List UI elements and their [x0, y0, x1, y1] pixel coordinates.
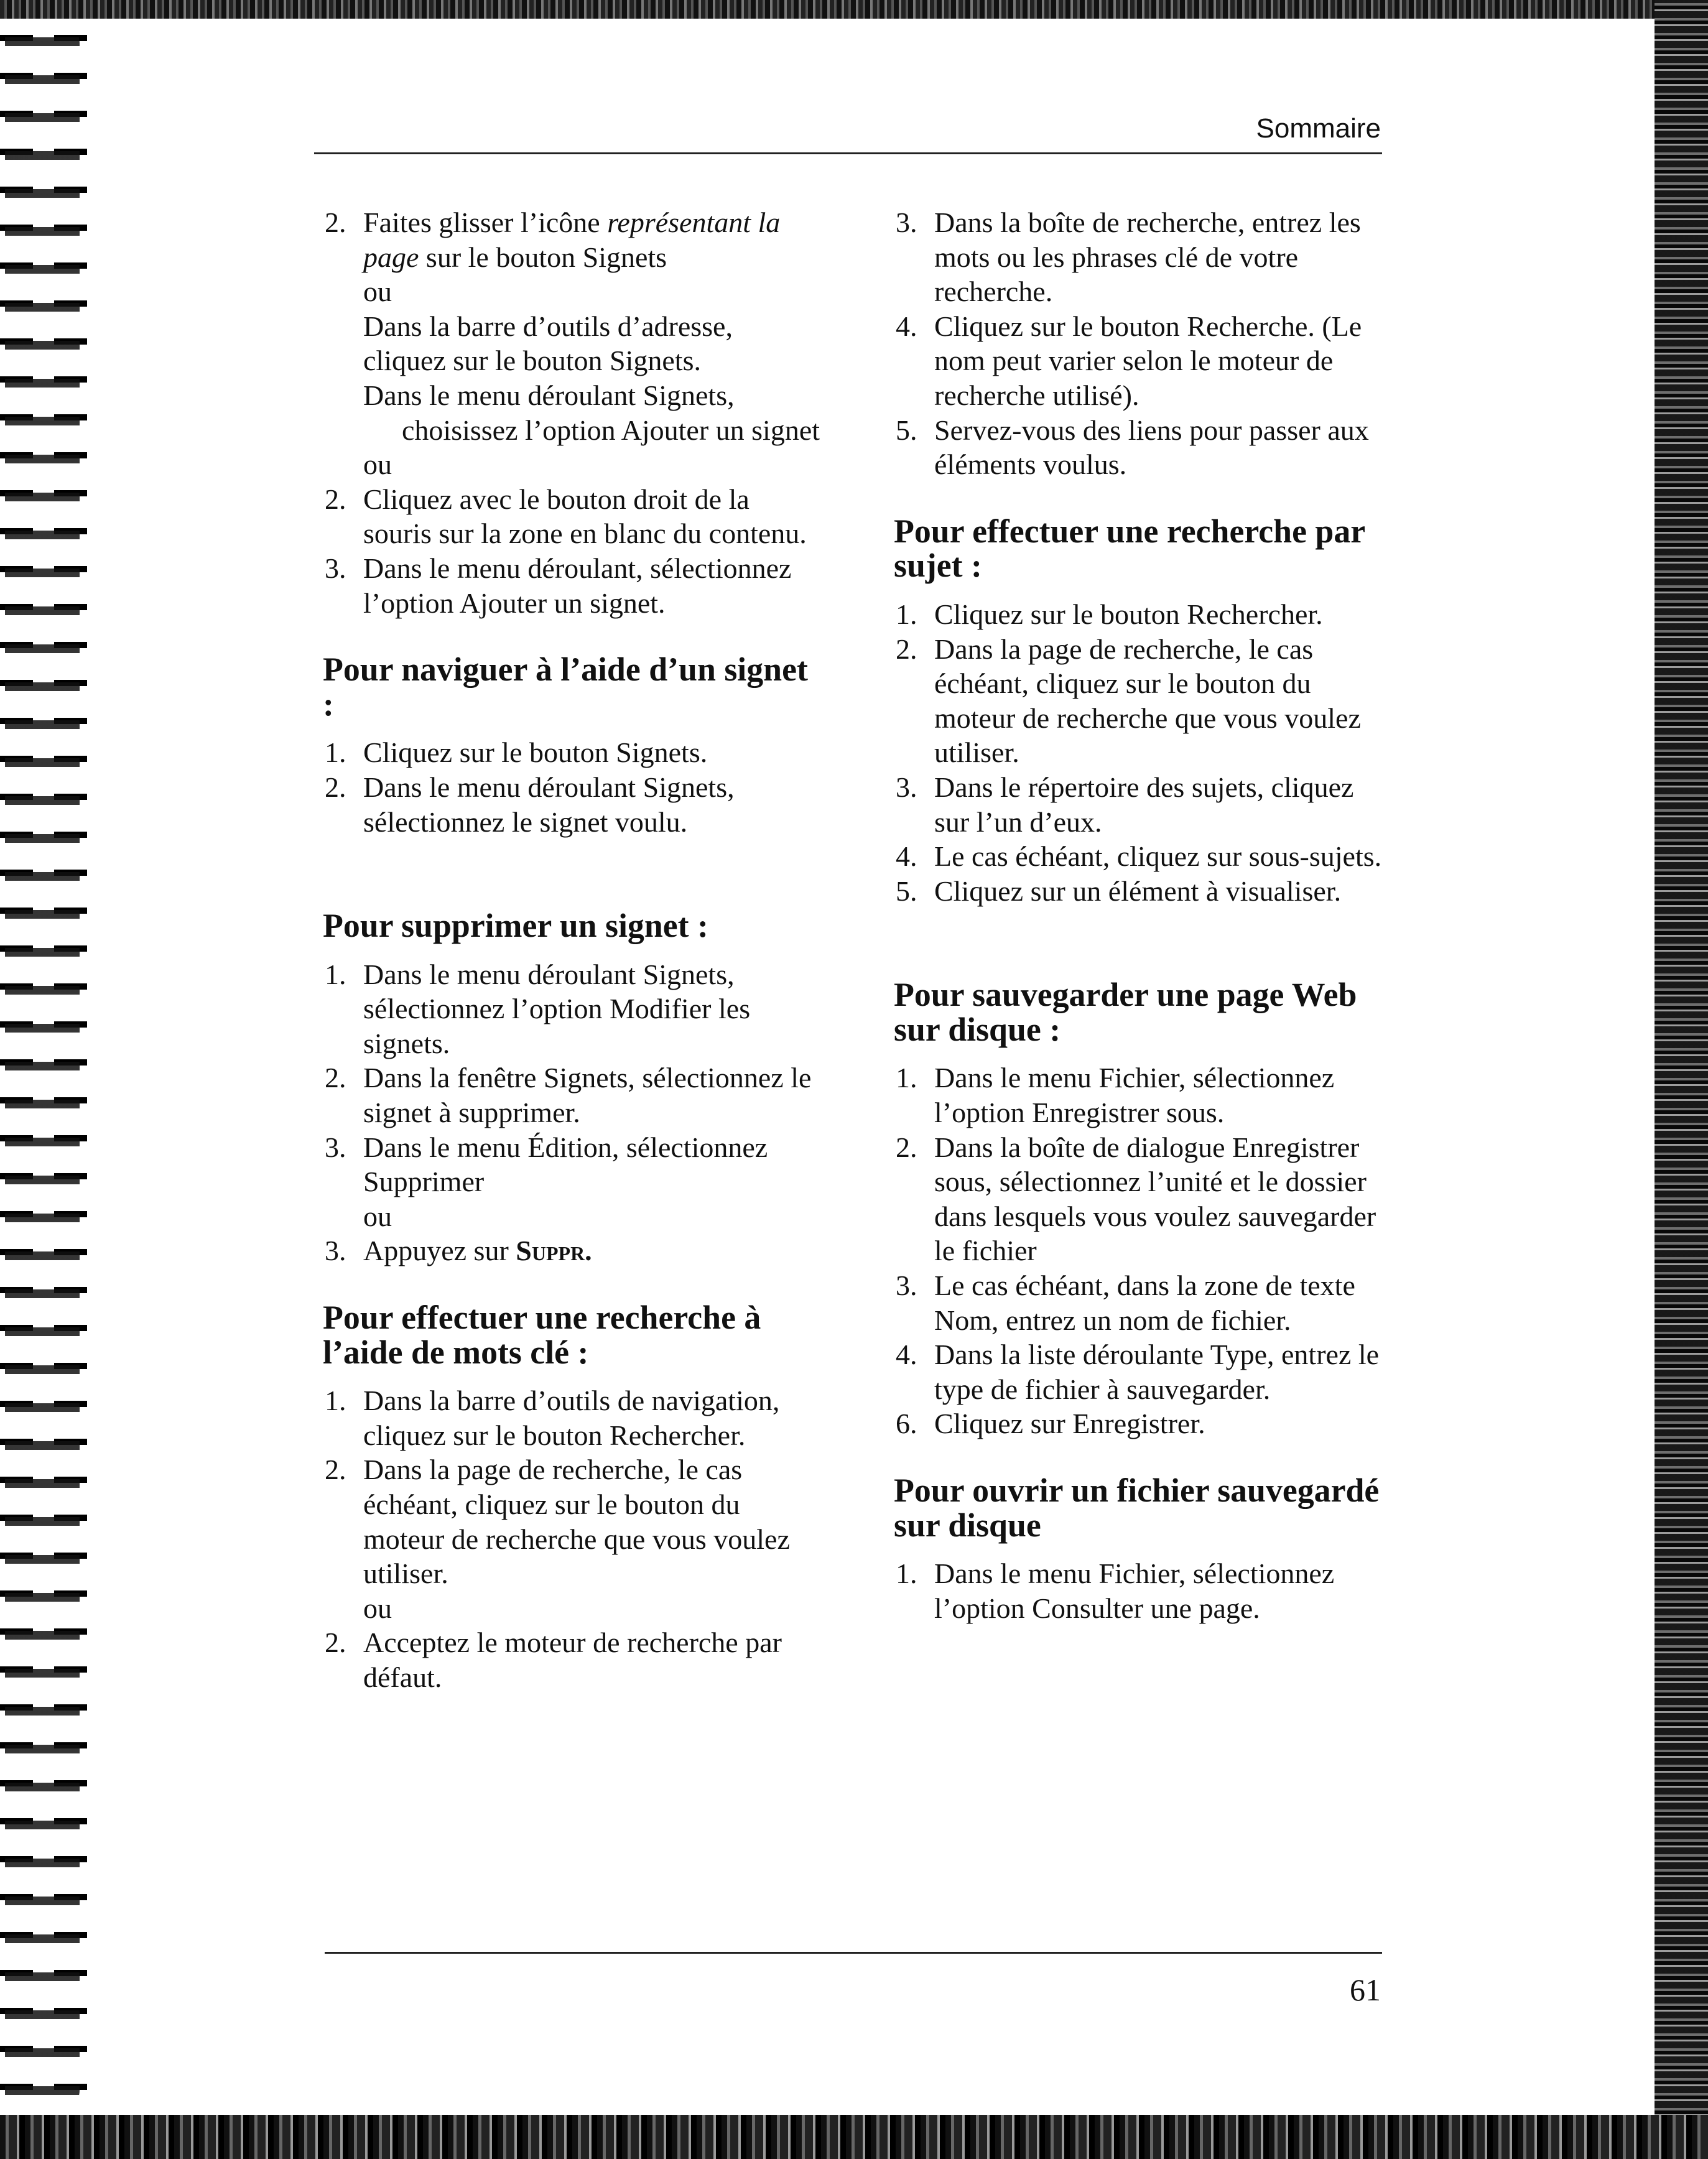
section-heading: Pour naviguer à l’aide d’un signet :: [323, 651, 808, 723]
step-text: Servez-vous des liens pour passer aux éléments voulus.: [934, 414, 1369, 481]
step-number: 3.: [896, 771, 917, 803]
step-text: Faites glisser l’icône représentant la page sur le bouton Signets: [363, 207, 781, 273]
step-text: Dans la barre d’outils de navigation, cliquez sur le bouton Rechercher.: [363, 1385, 780, 1451]
step-text: Dans le menu Fichier, sélectionnez l’option Consulter une page.: [934, 1558, 1335, 1624]
section-heading: Pour effectuer une recherche par sujet :: [894, 512, 1365, 585]
step-number: 3.: [325, 1235, 346, 1267]
list-item: [325, 551, 822, 620]
step-text: Acceptez le moteur de recherche par défaut.: [363, 1627, 782, 1693]
step-number: 1.: [325, 1385, 346, 1417]
list-item: [325, 1452, 822, 1590]
or-text: ou: [363, 1592, 392, 1624]
step-text: Dans la boîte de recherche, entrez les mots ou les phrases clé de votre recherche.: [934, 207, 1361, 308]
or-text: ou: [363, 276, 392, 308]
italic-text: représentant la page: [363, 207, 781, 273]
list-item: [325, 1233, 822, 1268]
step-number: 2.: [325, 1062, 346, 1094]
step-text: Appuyez sur Suppr.: [363, 1235, 592, 1267]
list-item: [896, 597, 1393, 632]
step-number: 2.: [325, 1454, 346, 1486]
step-text: Le cas échéant, cliquez sur sous-sujets.: [934, 840, 1382, 873]
key-name: Suppr.: [516, 1235, 592, 1267]
list-item: [325, 205, 822, 274]
step-text: Dans le répertoire des sujets, cliquez sur l’un d’eux.: [934, 771, 1354, 838]
step-text: Cliquez sur le bouton Rechercher.: [934, 598, 1323, 630]
step-number: 3.: [325, 1131, 346, 1163]
step-number: 1.: [896, 1062, 917, 1094]
left-column: [325, 205, 822, 1695]
list-item: [896, 770, 1393, 839]
page-number: 61: [1350, 1972, 1381, 2007]
list-item: [896, 839, 1393, 874]
list-item: [896, 1268, 1393, 1337]
list-item: [896, 874, 1393, 909]
alt-instruction: Dans la barre d’outils d’adresse, cliquez sur le bouton Signets.: [363, 310, 733, 377]
step-text: Cliquez sur le bouton Recherche. (Le nom peut varier selon le moteur de recherche utilisé).: [934, 310, 1362, 411]
list-item: [325, 482, 822, 551]
section-heading: Pour effectuer une recherche à l’aide de mots clé :: [323, 1299, 761, 1371]
step-number: 2.: [325, 771, 346, 803]
step-text: Cliquez sur Enregistrer.: [934, 1408, 1205, 1440]
step-number: 1.: [325, 958, 346, 990]
list-item: [325, 770, 822, 839]
step-number: 3.: [325, 552, 346, 584]
step-number: 2.: [325, 1627, 346, 1659]
step-number: 2.: [325, 483, 346, 515]
list-item: [896, 309, 1393, 413]
step-number: 1.: [896, 598, 917, 630]
step-number: 5.: [896, 875, 917, 907]
list-item: [325, 957, 822, 1061]
right-column: [896, 205, 1393, 1625]
section-heading: Pour supprimer un signet :: [323, 907, 708, 945]
scan-edge-top: [0, 0, 1708, 19]
step-text: Dans la page de recherche, le cas échéant, cliquez sur le bouton du moteur de recherche que vous voulez utiliser.: [363, 1454, 790, 1590]
step-text: Dans la liste déroulante Type, entrez le type de fichier à sauvegarder.: [934, 1339, 1380, 1405]
step-text: Dans le menu Édition, sélectionnez Supprimer: [363, 1131, 768, 1198]
list-item: [325, 1625, 822, 1694]
step-text: Dans le menu déroulant Signets, sélectionnez l’option Modifier les signets.: [363, 958, 751, 1059]
header-rule: [314, 152, 1382, 154]
list-item: [896, 1406, 1393, 1441]
step-number: 1.: [325, 736, 346, 769]
step-number: 3.: [896, 1270, 917, 1302]
spiral-binding-loops: [5, 19, 80, 2115]
list-item: [896, 413, 1393, 482]
alt-instruction: Dans le menu déroulant Signets, choisissez l’option Ajouter un signet: [363, 379, 820, 446]
step-number: 2.: [896, 633, 917, 665]
step-number: 4.: [896, 840, 917, 873]
step-number: 3.: [896, 207, 917, 238]
step-text: Dans le menu Fichier, sélectionnez l’option Enregistrer sous.: [934, 1062, 1335, 1129]
list-item: [896, 205, 1393, 309]
list-item: [325, 1061, 822, 1130]
list-item: [325, 1130, 822, 1199]
step-text: Dans la boîte de dialogue Enregistrer sous, sélectionnez l’unité et le dossier dans lesquels vous voulez sauvegarder le fichier: [934, 1131, 1376, 1267]
step-text: Dans la fenêtre Signets, sélectionnez le signet à supprimer.: [363, 1062, 812, 1129]
list-item: [325, 1383, 822, 1452]
list-item: [896, 632, 1393, 770]
step-text: Cliquez sur un élément à visualiser.: [934, 875, 1342, 907]
list-item: [896, 1130, 1393, 1268]
step-number: 2.: [896, 1131, 917, 1163]
step-text: Dans le menu déroulant Signets, sélectionnez le signet voulu.: [363, 771, 735, 838]
step-number: 5.: [896, 414, 917, 446]
step-text: Cliquez avec le bouton droit de la souris sur la zone en blanc du contenu.: [363, 483, 807, 550]
list-item: [896, 1061, 1393, 1130]
list-item: [896, 1337, 1393, 1406]
step-number: 6.: [896, 1408, 917, 1440]
list-item: [325, 735, 822, 770]
step-text: Le cas échéant, dans la zone de texte Nom, entrez un nom de fichier.: [934, 1270, 1355, 1336]
step-number: 2.: [325, 207, 346, 238]
section-heading: Pour sauvegarder une page Web sur disque :: [894, 976, 1357, 1048]
scan-edge-bottom: [0, 2115, 1708, 2159]
footer-rule: [325, 1952, 1382, 1954]
step-number: 1.: [896, 1558, 917, 1590]
step-text: Cliquez sur le bouton Signets.: [363, 736, 708, 769]
scan-edge-right: [1655, 0, 1708, 2159]
or-text: ou: [363, 1200, 392, 1232]
step-text: Dans la page de recherche, le cas échéant, cliquez sur le bouton du moteur de recherche que vous voulez utiliser.: [934, 633, 1361, 769]
step-number: 4.: [896, 310, 917, 342]
running-header: Sommaire: [1256, 113, 1381, 144]
or-text: ou: [363, 448, 392, 481]
step-text: Dans le menu déroulant, sélectionnez l’option Ajouter un signet.: [363, 552, 792, 619]
section-heading: Pour ouvrir un fichier sauvegardé sur disque: [894, 1472, 1380, 1544]
step-number: 4.: [896, 1339, 917, 1371]
list-item: [896, 1556, 1393, 1625]
